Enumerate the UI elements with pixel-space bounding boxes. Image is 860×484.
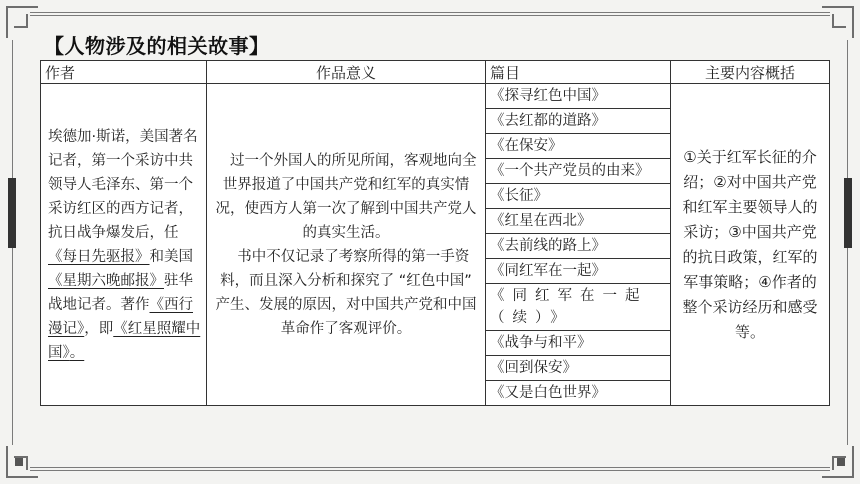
newspaper-title-1: 《每日先驱报》 xyxy=(48,248,150,265)
chapter-cell: 《长征》 xyxy=(486,184,671,209)
meaning-cell xyxy=(207,84,486,406)
bottom-left-tab xyxy=(15,458,23,466)
chapter-cell: 《红星在西北》 xyxy=(486,209,671,234)
header-summary: 主要内容概括 xyxy=(671,61,830,84)
table-header-row xyxy=(41,61,830,84)
chapter-cell: 《去红都的道路》 xyxy=(486,109,671,134)
meaning-paragraph-2: 书中不仅记录了考察所得的第一手资料，而且深入分析和探究了 “红色中国” 产生、发展的原因，对中国共产党和中国革命作了客观评价。 xyxy=(215,248,477,337)
summary-cell: ①关于红军长征的介绍；②对中国共产党和红军主要领导人的采访；③中国共产党的抗日政策，红军的军事策略；④作者的整个采访经历和感受等。 xyxy=(671,84,830,406)
author-cell xyxy=(41,84,207,406)
chapter-cell: 《一个共产党员的由来》 xyxy=(486,159,671,184)
frame-top-line xyxy=(30,12,830,13)
chapter-cell: 《在保安》 xyxy=(486,134,671,159)
header-meaning: 作品意义 xyxy=(207,61,486,84)
author-text-2: 和美国 xyxy=(149,248,193,265)
chapter-cell: 《去前线的路上》 xyxy=(486,234,671,259)
frame-bottom-line-inner xyxy=(30,467,830,468)
chapter-cell: 《同红军在一起》 xyxy=(486,259,671,284)
newspaper-title-2: 《星期六晚邮报》 xyxy=(48,272,164,289)
frame-bottom-line xyxy=(30,470,830,471)
author-text-3: 驻华战地记者。著作 xyxy=(48,272,193,313)
chapter-cell: 《同红军在一起（续）》 xyxy=(486,284,671,331)
left-side-bar xyxy=(8,178,16,248)
book-title-1: 《西行漫记》 xyxy=(48,296,193,337)
bottom-right-tab xyxy=(837,458,845,466)
author-text-end: 。 xyxy=(69,344,85,361)
frame-top-line-inner xyxy=(30,15,830,16)
chapter-cell: 《回到保安》 xyxy=(486,356,671,381)
table-row xyxy=(41,84,830,109)
author-text-4: ，即 xyxy=(84,320,114,337)
story-table xyxy=(40,60,830,406)
chapter-cell: 《又是白色世界》 xyxy=(486,381,671,406)
chapter-cell: 《探寻红色中国》 xyxy=(486,84,671,109)
header-chapter: 篇目 xyxy=(486,61,671,84)
corner-ornament-top-right xyxy=(822,6,854,38)
page-heading: 【人物涉及的相关故事】 xyxy=(44,34,270,58)
meaning-paragraph-1: 过一个外国人的所见所闻，客观地向全世界报道了中国共产党和红军的真实情况，使西方人第一次了解到中国共产党人的真实生活。 xyxy=(215,152,477,241)
chapter-cell: 《战争与和平》 xyxy=(486,331,671,356)
author-text: 埃德加·斯诺，美国著名记者，第一个采访中共领导人毛泽东、第一个采访红区的西方记者，抗日战争爆发后，任 xyxy=(48,128,198,241)
corner-ornament-top-left xyxy=(6,6,38,38)
right-side-bar xyxy=(844,178,852,248)
header-author: 作者 xyxy=(41,61,207,84)
book-title-2: 《红星照耀中国》 xyxy=(48,320,201,361)
